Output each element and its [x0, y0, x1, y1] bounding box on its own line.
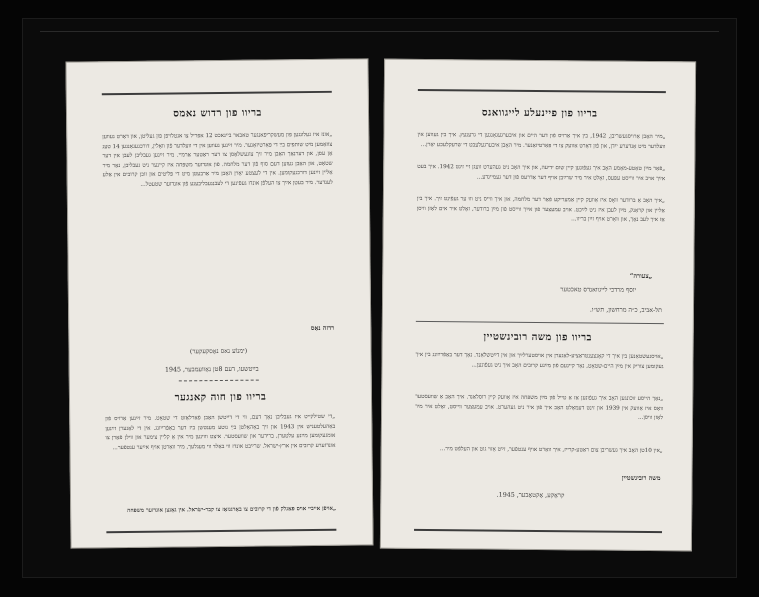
section-divider	[179, 380, 259, 382]
section-divider	[416, 321, 664, 324]
signature: רדזה נאַס	[310, 324, 335, 333]
top-rule	[418, 89, 666, 93]
closing-text: „אױפֿן אײבײ אױס פּאַגלק פֿון די קרובים צו באַרגנזאַז צו קבר-ישׂראל. אין גאַנצן אונדזער משפּחה	[127, 505, 337, 514]
article-body: „אויסגעשטאַנען בין איך די קאָנצענטראַציע-לאַגערן אין אויסטערלײַך און אין דײַטשלאַנד. נאָך דער באַפֿרײַונג בין איך געקומען צוריק אין מײַן היים-שטאָט, נאָר קיינעם פֿון מײַנע קרובים האָב איך ניט געפֿונען...	[415, 351, 664, 370]
article-body: „נאָך הייסע זוכונגען האָב איך געפֿונען אַז אַ טייל פֿון מײַן משפּחה איז אַוועק קיין רוסלאַנד. איך האָב אַ שוועסטער וואָס איז אַוועק אין 1939 און זינט דעמאָלט האָב איך פֿון איר ניט געהערט. אויב עמעצער ווייסט, זאָלט איר מיר לאָזן וויסן...	[415, 393, 664, 422]
top-rule	[102, 91, 332, 95]
bottom-rule	[414, 529, 662, 533]
date-line: קראָקע, אָקטאָבער, 1945.	[496, 491, 565, 500]
article-body: „די שטילקייט איז געבליבן נאָך דעם, ווי די דײַטשן האָבן פֿאַרלאָזט די שטאָט. מיר זײַנען אַרויס פֿון באַהעלטעניש אין 1943 און זיך באַהאַלטן בײַ גוטע מענטשן ביז דער באַפֿרײַונג. אין די לאַגערן זײַנען אומגעקומען מײַנע עלטערן, ברידער און שוועסטער. איצט וווינען מיר אין אַ קליין צימער און ווילן פֿאָרן צו אונדזערע קרובים אין ארץ-ישראל. שרײַבט אונדז ווי באַלד ווי מעגלעך, מיר וואַרטן אויף אײַער ענטפֿער...	[105, 413, 336, 451]
article-body: „אונז איז געלונגען פון מעשקריפאנגער טאבאר ביינאכט 12 אפריל צו אנטלויפן פון געליטן, און דאָרט געווען צוזאַמען מיט שותפים בײַ די פּאַרטיזאַנער. מיר זײַנען געווען אין די וועלדער פֿון וואָלין, דורכגעגאַנגען 14 טעג אָן עסן, און דערנאָך האָבן מיר זיך צוגעשלאָסן צו דער ראָטער אַרמיי. מיר זײַנען געבליבן לעבן אין דער שטאָט, און האָבן געזען דעם סוף פֿון דער מלחמה. פֿון אונדזער משפּחה איז קיינער ניט געבליבן, נאָר מיר אַליין זײַנען דורכגעקומען. אין די לעצטע יאָרן האָבן מיר אַרבעטן מיט די פּליטים און זוכן קרובים אין אַלע לענדער. מיר בעטן אײַך צו העלפֿן אונדז געפֿינען די לעבנגעבליבענע פֿון אונדזער שטעטל...	[102, 131, 333, 188]
signature: משה רובינשטיין	[621, 474, 661, 483]
signature-note: יוסף מרדכי לייגוואנדס טאכטער	[560, 286, 637, 294]
article-title: בריוו פון משה רובינשטיין	[483, 331, 592, 344]
scan-edge	[40, 31, 719, 32]
article-body: „פֿאַר מײַן טאַטע-מאַמע האָב איך געפֿונען קיין שום ידיעה, און איך האָב ניט געהערט וועגן זיי זינט 1942. איך בעט אײַך אויב איר ווייסט עפּעס, זאָלט איר מיר שרײַבן אויף דער אַדרעס פֿון דער געמיינדע...	[417, 163, 666, 182]
date-line: תל-אביב, כ״ה מרחשון, תש״ו.	[589, 306, 662, 315]
signature-note: (ימנוֿע נאס נאָסקעקער)	[189, 347, 248, 356]
article-body: „איך האָב אַ ברודער וואָס איז אַוועק קיין אַמעריקע פֿאַר דער מלחמה, און איך ווייס ניט וווּ ער געפֿינט זיך. איך בין אַליין און קראַנק, מײַן לעבן איז ניט לײַכט. אויב עמעצער פֿון אײַך ווייסט פֿון מײַן ברודער, זאָלט איר אים לאָזן וויסן אַז איך לעב נאָך, און וואַרט אויף זײַן בריוו...	[416, 195, 665, 224]
signature: „צעורה“	[629, 272, 653, 280]
article-body: „מיר האָבן אַרויסגעשריבן, 1942, בין איך אַרויס פֿון דער היים און איבערגעגאַנגען די גרענעץ. איך בין געווען אין וועלדער מיט אַנדערע ייִדן, און פֿון דאָרט אַוועק צו די פּאַרטיזאַנער. מיר האָבן איבערגעלעבט די שרעקלעכע יאָרן...	[417, 131, 666, 150]
bottom-rule	[106, 529, 336, 533]
date-line: בײַטשעו, דעם 8טן נאָוועמבער, 1945	[164, 365, 259, 374]
article-title: בריוו פון חוה קאנגער	[174, 391, 267, 404]
article-body: „אין 10טן האָב איך געשריבן צום ראַטע-קרייז, איך וואַרט אויף ענטפֿער, זײַט אַזוי גוט און העלפֿט מיר...	[439, 446, 663, 455]
left-page	[65, 58, 373, 548]
article-title: בריוו פון רדוש נאמס	[173, 107, 262, 120]
article-title: בריוו פון פיינעלע לייגוואנס	[481, 107, 598, 120]
right-page	[380, 59, 696, 552]
